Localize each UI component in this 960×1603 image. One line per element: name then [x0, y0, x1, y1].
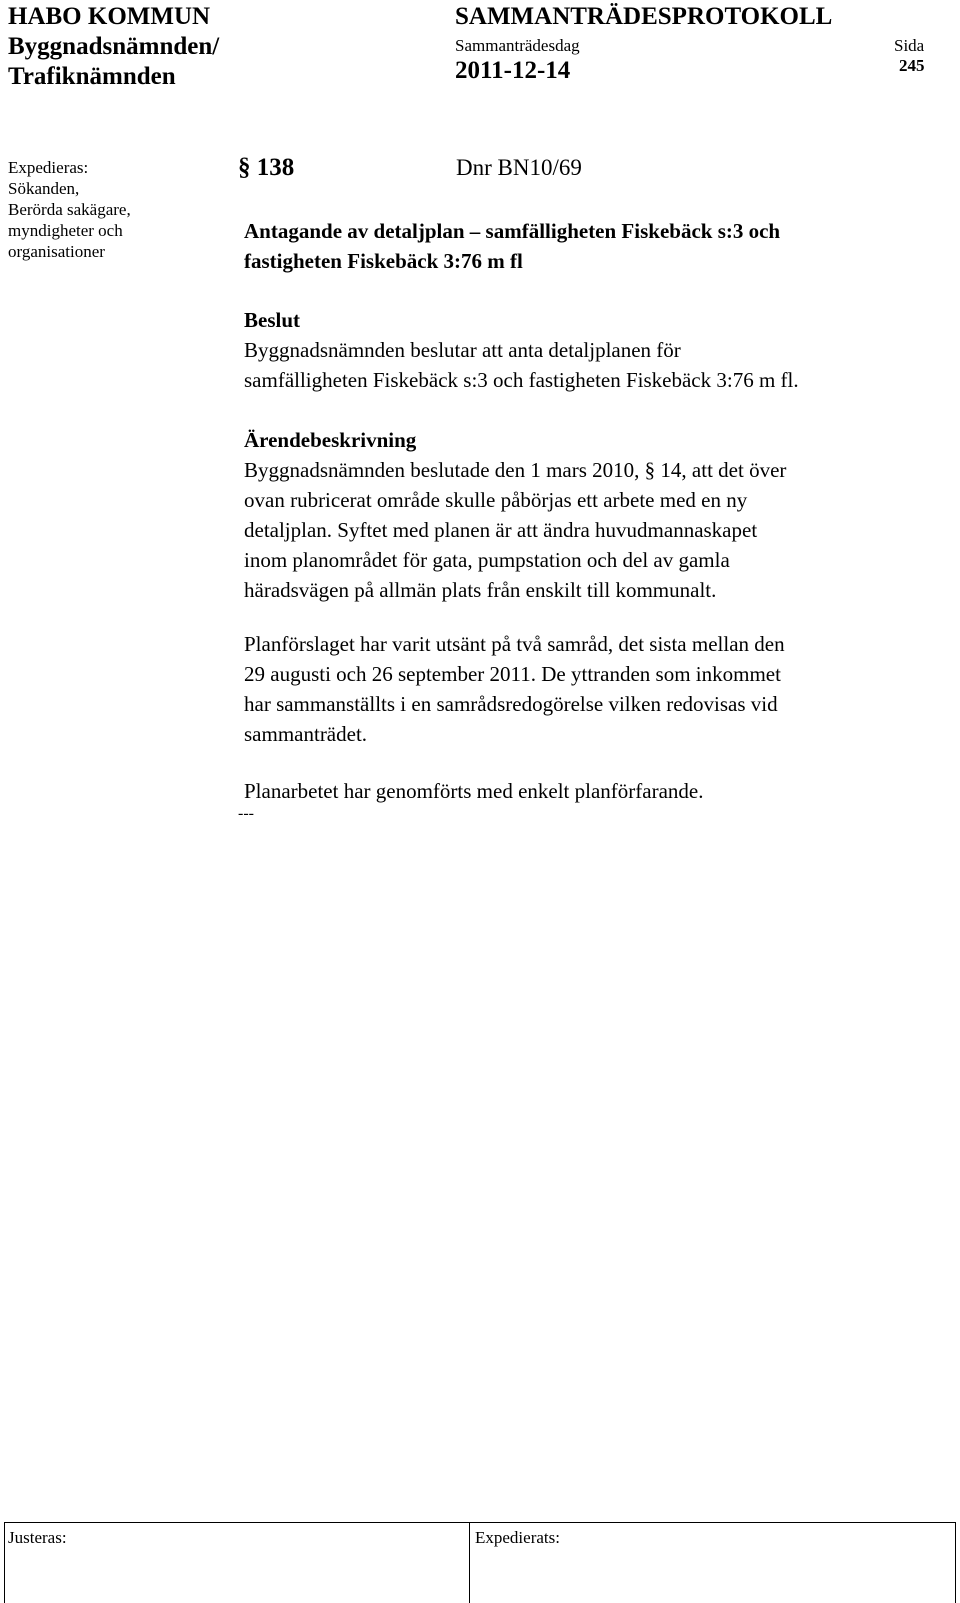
description-heading: Ärendebeskrivning	[244, 428, 417, 452]
description-section	[244, 425, 924, 605]
paragraph-line: har sammanställts i en samrådsredogörelse vilken redovisas vid	[244, 692, 778, 716]
signature-label: Justeras:	[8, 1528, 67, 1547]
paragraph-line: 29 augusti och 26 september 2011. De yttranden som inkommet	[244, 662, 781, 686]
description-line: Byggnadsnämnden beslutade den 1 mars 2010, § 14, att det över	[244, 458, 787, 482]
page-number: 245	[899, 56, 925, 75]
footer-border-left	[4, 1522, 5, 1603]
distribution-title: Expedieras:	[8, 158, 89, 177]
meeting-date: 2011-12-14	[455, 57, 571, 84]
description-line: detaljplan. Syftet med planen är att ändra huvudmannaskapet	[244, 518, 758, 542]
section-symbol: §	[238, 154, 251, 181]
paragraph-line: sammanträdet.	[244, 722, 368, 746]
meeting-date-label: Sammanträdesdag	[455, 36, 580, 55]
item-title-line-2: fastigheten Fiskebäck 3:76 m fl	[244, 249, 523, 273]
description-line: ovan rubricerat område skulle påbörjas ett arbete med en ny	[244, 488, 748, 512]
footer-border-right	[955, 1522, 956, 1603]
recipient: Berörda sakägare,	[8, 200, 131, 219]
item-title-line-1: Antagande av detaljplan – samfälligheten Fiskebäck s:3 och	[244, 219, 781, 243]
committee-line-2: Trafiknämnden	[8, 63, 176, 90]
consultation-paragraph	[244, 629, 924, 749]
distribution-list	[8, 157, 131, 262]
diary-number: Dnr BN10/69	[456, 155, 582, 180]
footer-divider	[4, 1522, 956, 1523]
committee-line-1: Byggnadsnämnden/	[8, 33, 220, 60]
recipient: Sökanden,	[8, 179, 80, 198]
recipient: organisationer	[8, 242, 105, 261]
dispatched-label: Expedierats:	[475, 1528, 560, 1547]
page-label: Sida	[894, 36, 925, 55]
description-line: inom planområdet för gata, pumpstation och del av gamla	[244, 548, 730, 572]
footer-border-middle	[469, 1522, 470, 1603]
decision-section	[244, 305, 924, 395]
paragraph-line: Planarbetet har genomförts med enkelt planförfarande.	[244, 779, 704, 803]
item-number-heading	[238, 153, 294, 183]
end-marker: ---	[238, 805, 254, 822]
municipality-name: HABO KOMMUN	[8, 3, 211, 30]
decision-line: Byggnadsnämnden beslutar att anta detaljplanen för	[244, 338, 681, 362]
item-number: 138	[256, 154, 295, 181]
decision-heading: Beslut	[244, 308, 301, 332]
procedure-paragraph	[244, 776, 924, 806]
recipient: myndigheter och	[8, 221, 123, 240]
document-type: SAMMANTRÄDESPROTOKOLL	[455, 3, 833, 30]
decision-line: samfälligheten Fiskebäck s:3 och fastigheten Fiskebäck 3:76 m fl.	[244, 368, 799, 392]
paragraph-line: Planförslaget har varit utsänt på två samråd, det sista mellan den	[244, 632, 785, 656]
description-line: häradsvägen på allmän plats från enskilt till kommunalt.	[244, 578, 717, 602]
